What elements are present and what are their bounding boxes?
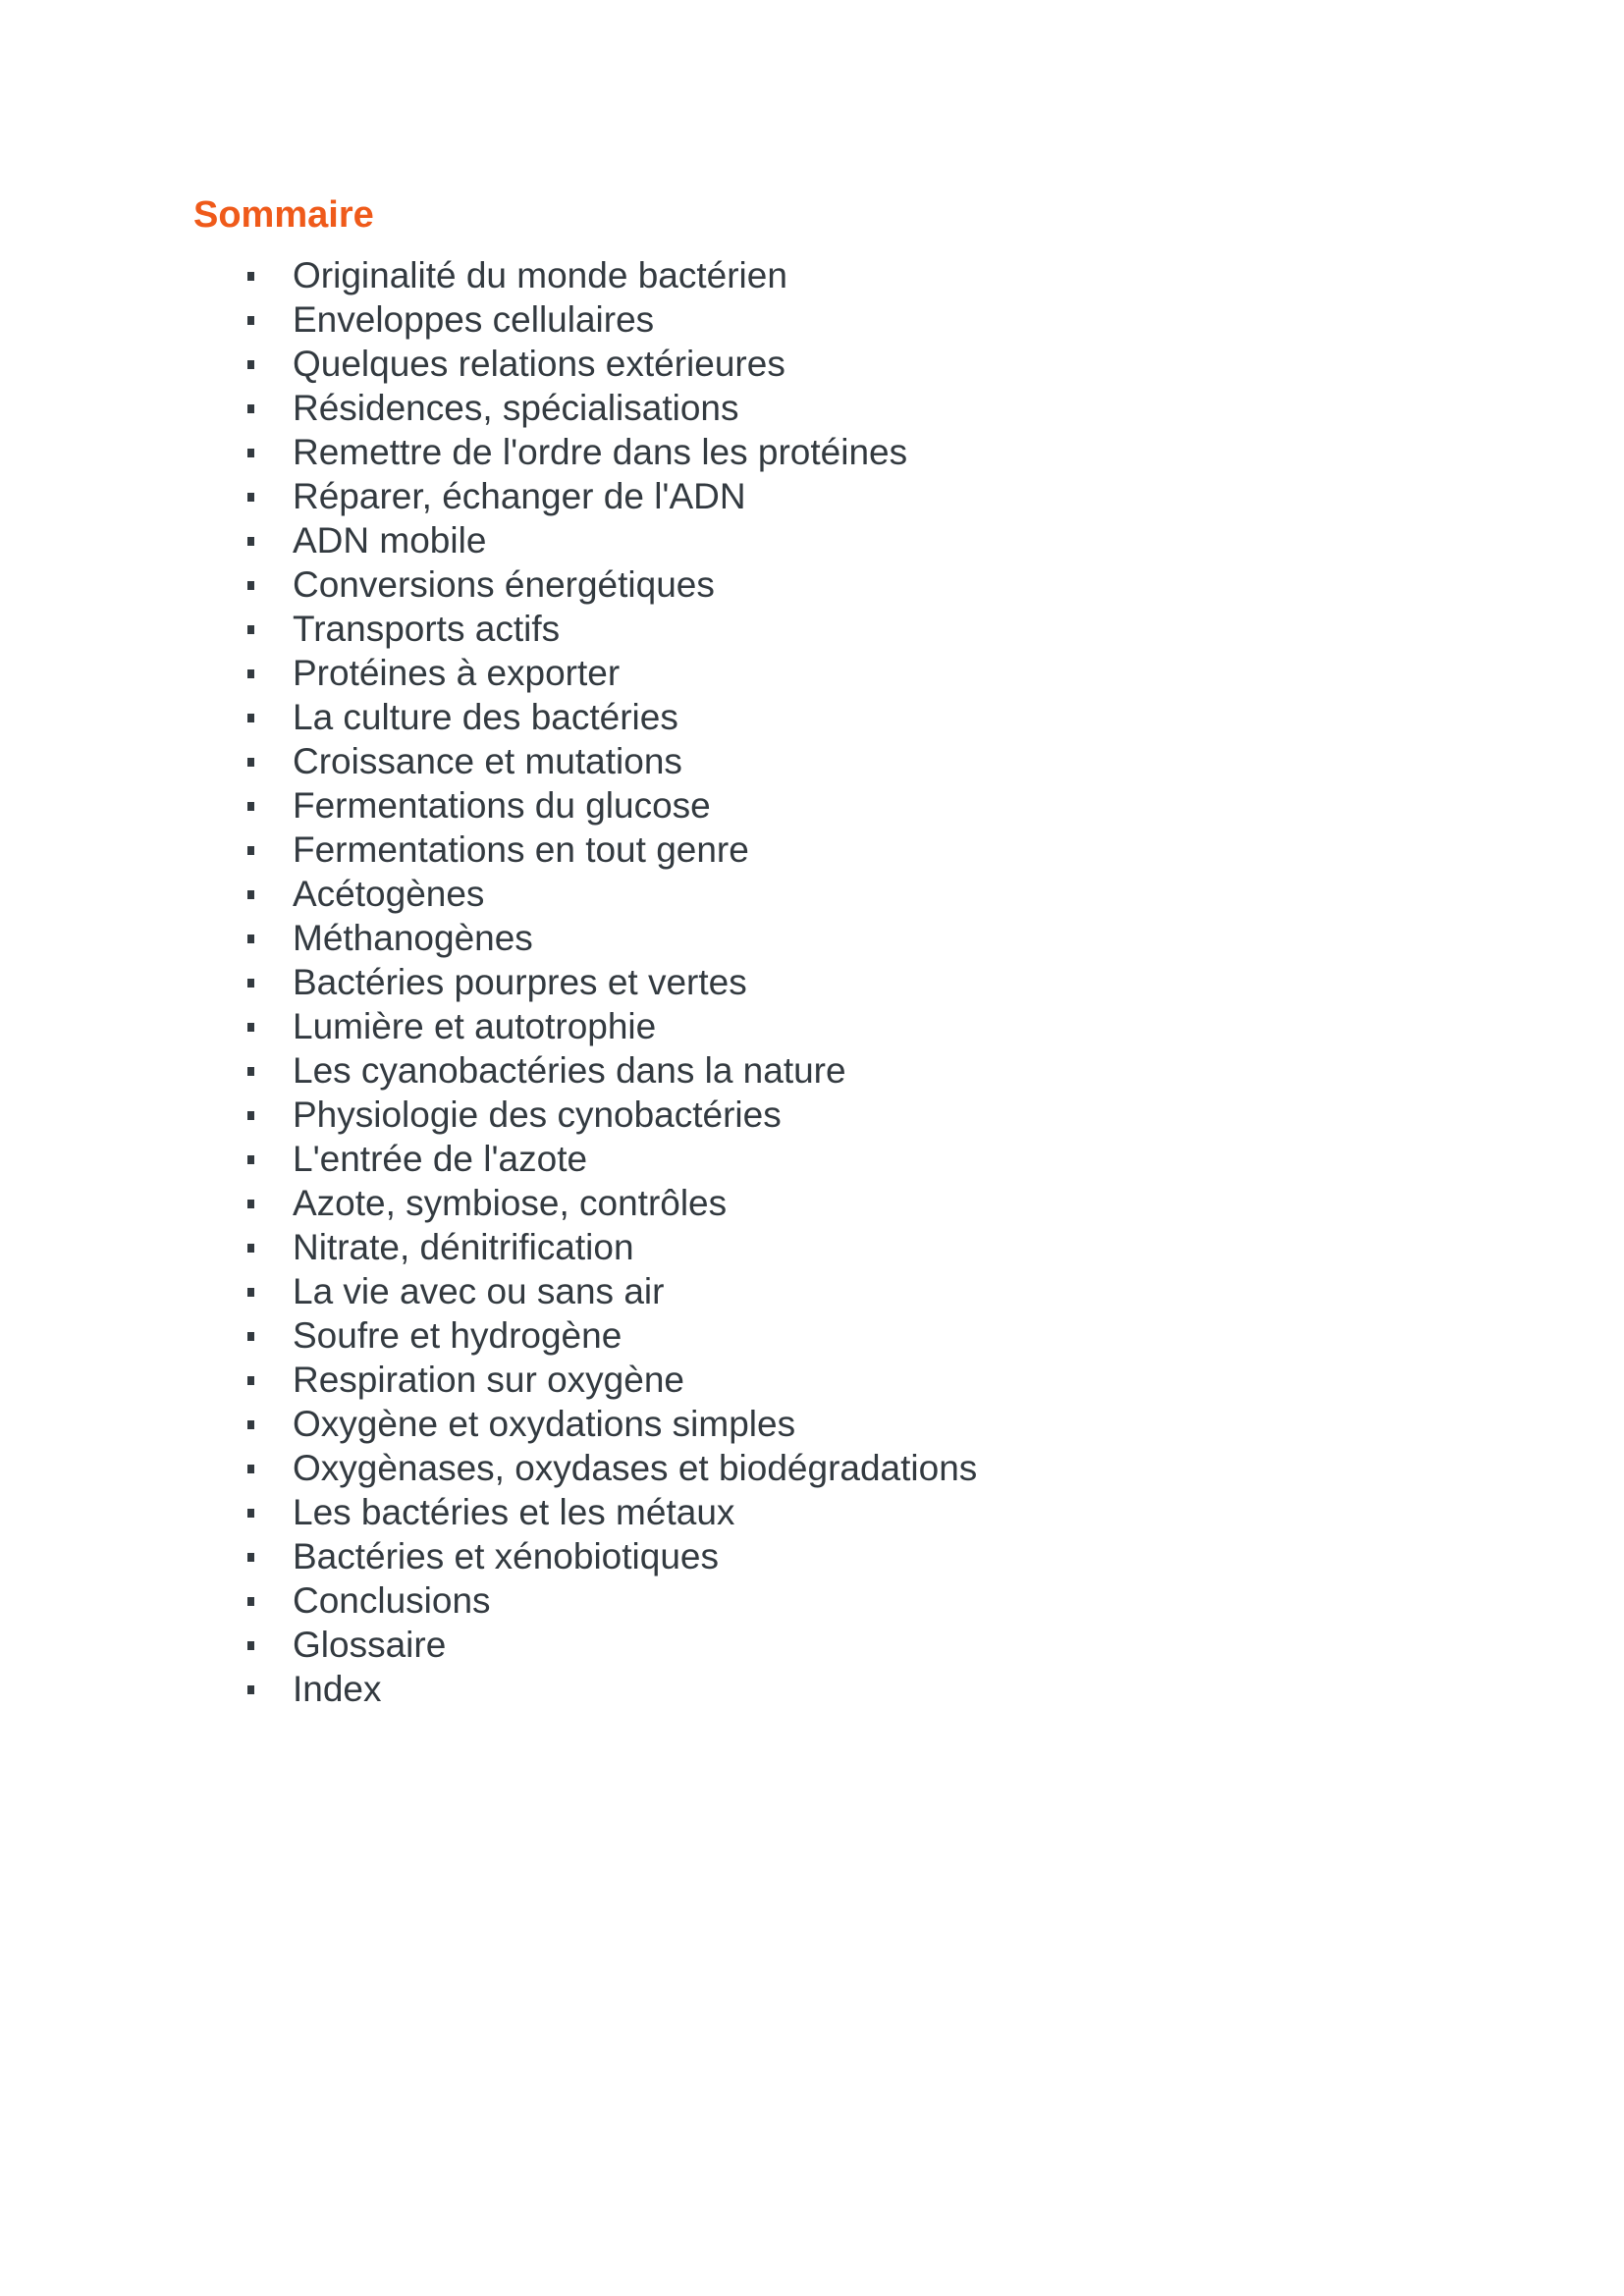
list-item-label: Les bactéries et les métaux [293,1492,735,1532]
small-square-icon [247,669,254,678]
small-square-icon [247,1288,254,1297]
list-item-label: Réparer, échanger de l'ADN [293,476,746,516]
small-square-icon [247,714,254,722]
small-square-icon [247,979,254,988]
small-square-icon [247,1376,254,1385]
list-item-label: ADN mobile [293,520,487,561]
list-item-label: Fermentations en tout genre [293,829,749,870]
small-square-icon [247,493,254,502]
list-item-label: Fermentations du glucose [293,785,711,826]
small-square-icon [247,1509,254,1518]
small-square-icon [247,404,254,413]
list-item-label: Quelques relations extérieures [293,344,785,384]
list-item-label: Respiration sur oxygène [293,1360,684,1400]
small-square-icon [247,625,254,634]
list-item-label: Transports actifs [293,609,561,649]
small-square-icon [247,1465,254,1473]
list-item-label: Conclusions [293,1580,491,1621]
small-square-icon [247,272,254,281]
list-item-label: Physiologie des cynobactéries [293,1095,782,1135]
list-item-label: Index [293,1669,382,1709]
small-square-icon [247,360,254,369]
sommaire-heading: Sommaire [193,194,374,236]
small-square-icon [247,449,254,457]
small-square-icon [247,537,254,546]
list-item-label: Lumière et autotrophie [293,1006,657,1046]
small-square-icon [247,1111,254,1120]
small-square-icon [247,934,254,943]
list-item-label: Les cyanobactéries dans la nature [293,1050,846,1091]
small-square-icon [247,581,254,590]
list-item-label: L'entrée de l'azote [293,1139,588,1179]
small-square-icon [247,1420,254,1429]
small-square-icon [247,1200,254,1208]
small-square-icon [247,1067,254,1076]
list-item-label: Azote, symbiose, contrôles [293,1183,728,1223]
list-item-label: Croissance et mutations [293,741,682,781]
small-square-icon [247,1244,254,1253]
list-item-label: Soufre et hydrogène [293,1315,623,1356]
small-square-icon [247,1685,254,1694]
list-item-label: La vie avec ou sans air [293,1271,665,1311]
small-square-icon [247,316,254,325]
small-square-icon [247,802,254,811]
list-item-label: La culture des bactéries [293,697,678,737]
list-item-label: Protéines à exporter [293,653,621,693]
list-item-label: Enveloppes cellulaires [293,299,655,340]
small-square-icon [247,1641,254,1650]
small-square-icon [247,1332,254,1341]
small-square-icon [247,1023,254,1032]
list-item-label: Résidences, spécialisations [293,388,739,428]
list-item-label: Acétogènes [293,874,485,914]
small-square-icon [247,1155,254,1164]
list-item-label: Bactéries pourpres et vertes [293,962,747,1002]
small-square-icon [247,1553,254,1562]
small-square-icon [247,1597,254,1606]
list-item-label: Originalité du monde bactérien [293,255,787,295]
list-item-label: Nitrate, dénitrification [293,1227,634,1267]
list-item-label: Conversions énergétiques [293,564,715,605]
small-square-icon [247,758,254,767]
list-item-label: Bactéries et xénobiotiques [293,1536,719,1576]
list-item-label: Remettre de l'ordre dans les protéines [293,432,908,472]
list-item-label: Méthanogènes [293,918,533,958]
list-item-label: Oxygène et oxydations simples [293,1404,796,1444]
list-item-label: Glossaire [293,1625,447,1665]
list-item-label: Oxygènases, oxydases et biodégradations [293,1448,978,1488]
small-square-icon [247,846,254,855]
small-square-icon [247,890,254,899]
